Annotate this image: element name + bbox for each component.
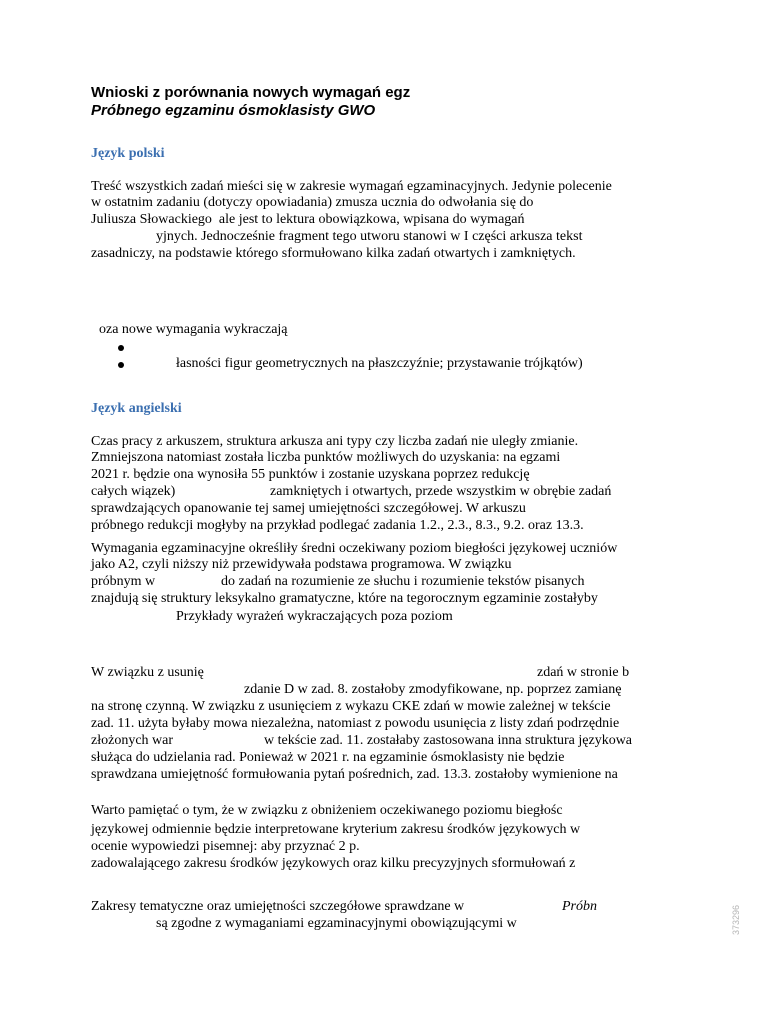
bullet-marker — [118, 362, 124, 368]
paragraph-line: zamkniętych i otwartych, przede wszystkim w obrębie zadań — [270, 484, 612, 499]
paragraph-line: 2021 r. będzie ona wynosiła 55 punktów i zostanie uzyskana poprzez redukcję — [91, 467, 530, 482]
paragraph-line: zadowalającego zakresu środków językowych oraz kilku precyzyjnych sformułowań z — [91, 856, 576, 871]
paragraph-line: Zakresy tematyczne oraz umiejętności szczegółowe sprawdzane w — [91, 899, 465, 914]
paragraph-line: próbnym w — [91, 574, 156, 589]
paragraph-line: Czas pracy z arkuszem, struktura arkusza ani typy czy liczba zadań nie uległy zmianie. — [91, 434, 579, 449]
paragraph-line: w tekście zad. 11. zostałaby zastosowana inna struktura językowa — [264, 733, 633, 748]
paragraph-line: złożonych war — [91, 733, 174, 748]
paragraph-line: do zadań na rozumienie ze słuchu i rozumienie tekstów pisanych — [221, 574, 585, 589]
paragraph-line: Wymagania egzaminacyjne określiły średni oczekiwany poziom biegłości językowej uczniów — [91, 541, 618, 556]
paragraph-line: zdanie D w zad. 8. zostałoby zmodyfikowane, np. poprzez zamianę — [244, 682, 622, 697]
section-heading-polish: Język polski — [91, 146, 165, 161]
paragraph-line: Przykłady wyrażeń wykraczających poza poziom — [176, 609, 453, 624]
paragraph-line: językowej odmiennie będzie interpretowane kryterium zakresu środków językowych w — [91, 822, 581, 837]
paragraph-line: yjnych. Jednocześnie fragment tego utworu stanowi w I części arkusza tekst — [156, 229, 583, 244]
paragraph-line: na stronę czynną. W związku z usunięciem z wykazu CKE zdań w mowie zależnej w tekście — [91, 699, 611, 714]
math-intro: oza nowe wymagania wykraczają — [99, 322, 288, 337]
paragraph-line: Treść wszystkich zadań mieści się w zakresie wymagań egzaminacyjnych. Jedynie polecenie — [91, 179, 612, 194]
paragraph-line: Próbn — [562, 899, 597, 914]
paragraph-line: Warto pamiętać o tym, że w związku z obniżeniem oczekiwanego poziomu biegłośc — [91, 803, 563, 818]
paragraph-line: sprawdzana umiejętność formułowania pytań pośrednich, zad. 13.3. zostałoby wymienione na — [91, 767, 618, 782]
document-title: Wnioski z porównania nowych wymagań egz — [91, 84, 411, 101]
paragraph-line: zdań w stronie b — [537, 665, 630, 680]
document-subtitle: Próbnego egzaminu ósmoklasisty GWO — [91, 102, 376, 119]
bullet-marker — [118, 345, 124, 351]
paragraph-line: całych wiązek) — [91, 484, 176, 499]
paragraph-line: jako A2, czyli niższy niż przewidywała podstawa programowa. W związku — [91, 557, 512, 572]
paragraph-line: zad. 11. użyta byłaby mowa niezależna, natomiast z powodu usunięcia z listy zdań podrzędnie — [91, 716, 620, 731]
section-heading-english: Język angielski — [91, 401, 182, 416]
document-id: 373296 — [731, 904, 741, 935]
paragraph-line: ocenie wypowiedzi pisemnej: aby przyznać 2 p. — [91, 839, 360, 854]
paragraph-line: służąca do udzielania rad. Ponieważ w 2021 r. na egzaminie ósmoklasisty nie będzie — [91, 750, 565, 765]
paragraph-line: W związku z usunię — [91, 665, 204, 680]
paragraph-line: są zgodne z wymaganiami egzaminacyjnymi obowiązującymi w — [156, 916, 517, 931]
paragraph-line: Juliusza Słowackiego ale jest to lektura obowiązkowa, wpisana do wymagań — [91, 212, 525, 227]
paragraph-line: Zmniejszona natomiast została liczba punktów możliwych do uzyskania: na egzami — [91, 450, 561, 465]
paragraph-line: znajdują się struktury leksykalno gramatyczne, które na tegorocznym egzaminie zostałyby — [91, 591, 598, 606]
math-bullet-item: łasności figur geometrycznych na płaszczyźnie; przystawanie trójkątów) — [176, 356, 583, 371]
paragraph-line: sprawdzających opanowanie tej samej umiejętności szczegółowej. W arkuszu — [91, 501, 526, 516]
paragraph-line: zasadniczy, na podstawie którego sformułowano kilka zadań otwartych i zamkniętych. — [91, 246, 576, 261]
paragraph-line: próbnego redukcji mogłyby na przykład podlegać zadania 1.2., 2.3., 8.3., 9.2. oraz 13.3. — [91, 518, 584, 533]
paragraph-line: w ostatnim zadaniu (dotyczy opowiadania) zmusza ucznia do odwołania się do — [91, 195, 534, 210]
